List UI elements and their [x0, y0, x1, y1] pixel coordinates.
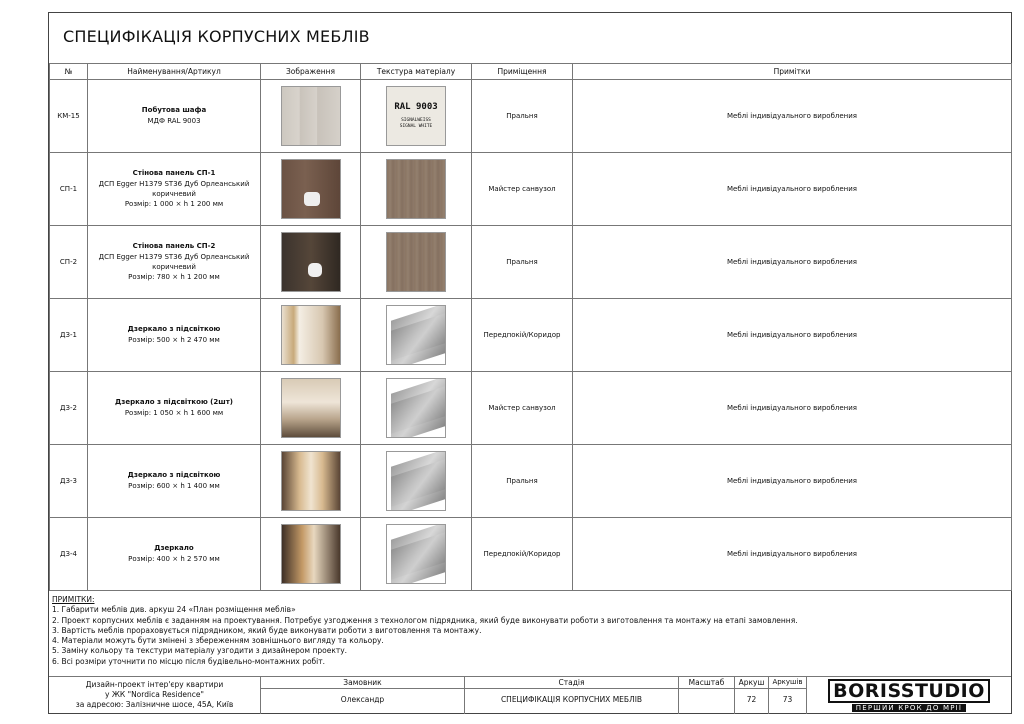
row-desc: Розмір: 600 × h 1 400 мм: [128, 482, 220, 490]
row-id: СП-1: [50, 153, 88, 226]
note-item: 3. Вартість меблів прораховується підрядником, який буде виконувати роботи з виготовлення та монтажу.: [52, 625, 482, 635]
notes-block: [52, 595, 798, 667]
row-desc: МДФ RAL 9003: [147, 117, 201, 125]
scale-cell: [679, 677, 735, 714]
notes-heading: ПРИМІТКИ:: [52, 595, 95, 604]
client-value: Олександр: [340, 695, 385, 704]
logo-tagline: ПЕРШИЙ КРОК ДО МРІЇ: [852, 704, 966, 712]
row-name: Дзеркало: [154, 544, 194, 552]
row-desc: Розмір: 1 000 × h 1 200 мм: [124, 200, 224, 208]
wood-texture: [386, 232, 446, 292]
row-image-cell: [261, 445, 361, 518]
row-image-cell: [261, 153, 361, 226]
row-name-cell: [88, 153, 261, 226]
row-id: СП-2: [50, 226, 88, 299]
col-number-header: №: [50, 64, 88, 80]
row-note: Меблі індивідуального виробления: [573, 372, 1012, 445]
row-desc: Розмір: 1 050 × h 1 600 мм: [124, 409, 224, 417]
table-row: [50, 445, 1012, 518]
project-line: у ЖК "Nordica Residence": [105, 690, 204, 699]
mirror-image: [281, 451, 341, 511]
row-desc: Розмір: 400 × h 2 570 мм: [128, 555, 220, 563]
studio-logo: [807, 677, 1011, 714]
row-name-cell: [88, 80, 261, 153]
row-texture-cell: [361, 299, 472, 372]
row-image-cell: [261, 80, 361, 153]
row-name-cell: [88, 445, 261, 518]
note-item: 1. Габарити меблів див. аркуш 24 «План розміщення меблів»: [52, 605, 296, 615]
row-name: Побутова шафа: [141, 106, 207, 114]
mirror-texture: [386, 451, 446, 511]
row-id: ДЗ-2: [50, 372, 88, 445]
row-name-cell: [88, 372, 261, 445]
row-id: ДЗ-1: [50, 299, 88, 372]
row-id: КМ-15: [50, 80, 88, 153]
col-image-header: Зображення: [261, 64, 361, 80]
mirror-texture: [386, 524, 446, 584]
project-line: Дизайн-проект інтер'єру квартири: [85, 680, 224, 689]
note-item: 2. Проект корпусних меблів є заданням на проектування. Потребує узгодження з технологом підрядника, який буде виконувати роботи з виготовлення та монтажу на етапі замовлення.: [52, 615, 798, 625]
row-room: Передпокій/Коридор: [472, 518, 573, 591]
table-row: [50, 299, 1012, 372]
mirror-texture: [386, 305, 446, 365]
stage-value: СПЕЦИФІКАЦІЯ КОРПУСНИХ МЕБЛІВ: [500, 695, 643, 704]
row-room: Майстер санвузол: [472, 372, 573, 445]
wall-panel-toilet-image: [281, 159, 341, 219]
row-room: Майстер санвузол: [472, 153, 573, 226]
row-image-cell: [261, 299, 361, 372]
mirror-image: [281, 524, 341, 584]
mirror-texture: [386, 378, 446, 438]
row-desc: Розмір: 500 × h 2 470 мм: [128, 336, 220, 344]
table-row: [50, 518, 1012, 591]
sheets-cell: [769, 677, 807, 714]
col-name-header: Найменування/Артикул: [88, 64, 261, 80]
row-note: Меблі індивідуального виробления: [573, 445, 1012, 518]
spec-sheet: [48, 12, 1012, 714]
col-texture-header: Текстура матеріалу: [361, 64, 472, 80]
row-name-cell: [88, 226, 261, 299]
note-item: 4. Матеріали можуть бути змінені з збереженням зовнішнього вигляду та кольору.: [52, 636, 384, 646]
row-image-cell: [261, 226, 361, 299]
row-name-cell: [88, 518, 261, 591]
ral-sub2: SIGNAL WHITE: [399, 124, 433, 129]
row-room: Пральня: [472, 226, 573, 299]
row-desc: ДСП Egger H1379 ST36 Дуб Орлеанський: [98, 253, 250, 261]
row-note: Меблі індивідуального виробления: [573, 299, 1012, 372]
note-item: 6. Всі розміри уточнити по місцю після будівельно-монтажних робіт.: [52, 656, 326, 666]
scale-value: [679, 689, 734, 714]
stage-label: Стадія: [465, 677, 678, 689]
row-room: Пральня: [472, 80, 573, 153]
row-texture-cell: [361, 80, 472, 153]
row-id: ДЗ-3: [50, 445, 88, 518]
page-title: СПЕЦИФІКАЦІЯ КОРПУСНИХ МЕБЛІВ: [63, 27, 370, 46]
row-room: Передпокій/Коридор: [472, 299, 573, 372]
row-name-cell: [88, 299, 261, 372]
row-id: ДЗ-4: [50, 518, 88, 591]
row-texture-cell: [361, 372, 472, 445]
row-image-cell: [261, 372, 361, 445]
wardrobe-image: [281, 86, 341, 146]
row-texture-cell: [361, 153, 472, 226]
scale-label: Масштаб: [679, 677, 734, 689]
row-name: Стінова панель СП-2: [132, 242, 216, 250]
stage-cell: [465, 677, 679, 714]
row-name: Дзеркало з підсвіткою: [127, 471, 221, 479]
row-texture-cell: [361, 226, 472, 299]
sheet-label: Аркуш: [735, 677, 768, 689]
row-note: Меблі індивідуального виробления: [573, 226, 1012, 299]
row-desc: Розмір: 780 × h 1 200 мм: [128, 273, 220, 281]
row-room: Пральня: [472, 445, 573, 518]
wall-panel-bath-image: [281, 232, 341, 292]
title-block: [49, 676, 1011, 714]
row-texture-cell: [361, 445, 472, 518]
col-room-header: Приміщення: [472, 64, 573, 80]
row-note: Меблі індивідуального виробления: [573, 518, 1012, 591]
project-line: за адресою: Залізничне шосе, 45А, Київ: [75, 700, 234, 709]
sheets-label: Аркушів: [769, 677, 806, 689]
ral-swatch: [386, 86, 446, 146]
row-desc: коричневий: [152, 263, 196, 271]
project-info: [49, 677, 261, 714]
table-row: [50, 226, 1012, 299]
spec-table: [49, 63, 1012, 591]
row-note: Меблі індивідуального виробления: [573, 153, 1012, 226]
row-note: Меблі індивідуального виробления: [573, 80, 1012, 153]
table-row: [50, 153, 1012, 226]
table-row: [50, 80, 1012, 153]
row-name: Стінова панель СП-1: [132, 169, 216, 177]
row-desc: коричневий: [152, 190, 196, 198]
table-row: [50, 372, 1012, 445]
wood-texture: [386, 159, 446, 219]
mirror-image: [281, 305, 341, 365]
row-name: Дзеркало з підсвіткою: [127, 325, 221, 333]
client-cell: [261, 677, 465, 714]
sheets-value: 73: [782, 695, 793, 704]
sheet-value: 72: [746, 695, 757, 704]
sheet-cell: [735, 677, 769, 714]
ral-sub1: SIGNALWEISS: [401, 118, 431, 123]
row-image-cell: [261, 518, 361, 591]
col-notes-header: Примітки: [573, 64, 1012, 80]
row-name: Дзеркало з підсвіткою (2шт): [115, 398, 233, 406]
logo-text: BORISSTUDIO: [828, 679, 990, 703]
row-texture-cell: [361, 518, 472, 591]
client-label: Замовник: [261, 677, 464, 689]
mirror-image: [281, 378, 341, 438]
table-header-row: [50, 64, 1012, 80]
ral-code: RAL 9003: [394, 102, 438, 112]
note-item: 5. Заміну кольору та текстури матеріалу узгодити з дизайнером проекту.: [52, 646, 348, 656]
row-desc: ДСП Egger H1379 ST36 Дуб Орлеанський: [98, 180, 250, 188]
